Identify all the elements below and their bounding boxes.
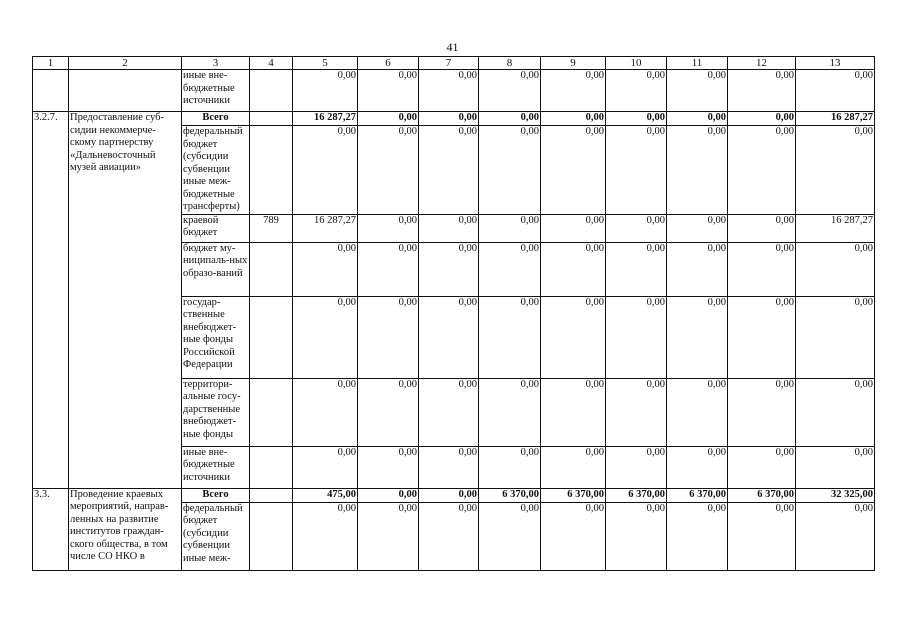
amount-cell: 0,00 bbox=[479, 112, 541, 126]
amount-cell: 0,00 bbox=[667, 296, 728, 378]
funding-source: иные вне-бюджетные источники bbox=[182, 446, 250, 488]
amount-cell: 32 325,00 bbox=[796, 488, 875, 502]
funding-source: территори-альные госу-дарственные внебюджет-ные фонды bbox=[182, 378, 250, 446]
column-header-5: 5 bbox=[293, 57, 358, 70]
amount-cell: 0,00 bbox=[728, 242, 796, 296]
amount-cell: 0,00 bbox=[541, 502, 606, 570]
amount-cell: 0,00 bbox=[293, 446, 358, 488]
amount-cell: 0,00 bbox=[541, 70, 606, 112]
column-header-9: 9 bbox=[541, 57, 606, 70]
amount-cell: 0,00 bbox=[419, 502, 479, 570]
amount-cell: 0,00 bbox=[728, 214, 796, 242]
funding-source: Всего bbox=[182, 112, 250, 126]
column-header-row bbox=[33, 57, 875, 70]
event-name: Проведение краевых мероприятий, направ-ленных на развитие институтов граждан-ского общества, в том числе СО НКО в bbox=[69, 488, 182, 570]
amount-cell: 475,00 bbox=[293, 488, 358, 502]
amount-cell: 0,00 bbox=[667, 126, 728, 215]
amount-cell: 0,00 bbox=[796, 446, 875, 488]
amount-cell: 0,00 bbox=[606, 242, 667, 296]
amount-cell: 0,00 bbox=[293, 296, 358, 378]
amount-cell: 0,00 bbox=[796, 126, 875, 215]
amount-cell: 0,00 bbox=[358, 378, 419, 446]
amount-cell: 0,00 bbox=[358, 70, 419, 112]
amount-cell: 0,00 bbox=[541, 214, 606, 242]
funding-source: государ-ственные внебюджет-ные фонды Российской Федерации bbox=[182, 296, 250, 378]
amount-cell: 0,00 bbox=[419, 378, 479, 446]
amount-cell: 0,00 bbox=[358, 214, 419, 242]
amount-cell: 0,00 bbox=[606, 70, 667, 112]
column-header-7: 7 bbox=[419, 57, 479, 70]
column-header-4: 4 bbox=[250, 57, 293, 70]
amount-cell: 0,00 bbox=[479, 502, 541, 570]
table-row bbox=[33, 70, 875, 112]
amount-cell: 0,00 bbox=[606, 296, 667, 378]
event-name: Предоставление суб-сидии некоммерче-скому партнерству «Дальневосточный музей авиации» bbox=[69, 112, 182, 489]
amount-cell: 0,00 bbox=[419, 242, 479, 296]
amount-cell: 0,00 bbox=[606, 446, 667, 488]
amount-cell: 0,00 bbox=[541, 296, 606, 378]
amount-cell: 16 287,27 bbox=[796, 112, 875, 126]
amount-cell: 0,00 bbox=[293, 126, 358, 215]
amount-cell: 0,00 bbox=[293, 70, 358, 112]
amount-cell: 0,00 bbox=[419, 214, 479, 242]
amount-cell: 16 287,27 bbox=[293, 112, 358, 126]
amount-cell: 0,00 bbox=[479, 126, 541, 215]
amount-cell: 0,00 bbox=[419, 488, 479, 502]
amount-cell: 0,00 bbox=[667, 242, 728, 296]
event-name bbox=[69, 70, 182, 112]
amount-cell: 0,00 bbox=[606, 214, 667, 242]
amount-cell: 0,00 bbox=[479, 378, 541, 446]
amount-cell: 0,00 bbox=[796, 70, 875, 112]
budget-code bbox=[250, 70, 293, 112]
amount-cell: 0,00 bbox=[606, 502, 667, 570]
amount-cell: 0,00 bbox=[728, 446, 796, 488]
column-header-1: 1 bbox=[33, 57, 69, 70]
amount-cell: 6 370,00 bbox=[479, 488, 541, 502]
amount-cell: 0,00 bbox=[796, 242, 875, 296]
amount-cell: 0,00 bbox=[667, 446, 728, 488]
amount-cell: 0,00 bbox=[419, 296, 479, 378]
amount-cell: 0,00 bbox=[419, 446, 479, 488]
amount-cell: 0,00 bbox=[728, 112, 796, 126]
table-row bbox=[33, 112, 875, 126]
amount-cell: 0,00 bbox=[796, 378, 875, 446]
amount-cell: 0,00 bbox=[606, 112, 667, 126]
budget-code bbox=[250, 378, 293, 446]
funding-source: федеральный бюджет (субсидии субвенции иные меж- bbox=[182, 502, 250, 570]
amount-cell: 0,00 bbox=[293, 378, 358, 446]
budget-code bbox=[250, 488, 293, 502]
budget-code bbox=[250, 126, 293, 215]
amount-cell: 0,00 bbox=[479, 296, 541, 378]
amount-cell: 0,00 bbox=[728, 378, 796, 446]
amount-cell: 0,00 bbox=[796, 502, 875, 570]
funding-source: федеральный бюджет (субсидии субвенции иные меж-бюджетные трансферты) bbox=[182, 126, 250, 215]
amount-cell: 0,00 bbox=[358, 502, 419, 570]
amount-cell: 0,00 bbox=[728, 502, 796, 570]
budget-code: 789 bbox=[250, 214, 293, 242]
row-number: 3.2.7. bbox=[33, 112, 69, 489]
column-header-3: 3 bbox=[182, 57, 250, 70]
budget-table bbox=[32, 56, 875, 571]
amount-cell: 0,00 bbox=[606, 126, 667, 215]
amount-cell: 0,00 bbox=[358, 112, 419, 126]
amount-cell: 0,00 bbox=[479, 70, 541, 112]
amount-cell: 0,00 bbox=[541, 126, 606, 215]
funding-source: Всего bbox=[182, 488, 250, 502]
row-number bbox=[33, 70, 69, 112]
amount-cell: 0,00 bbox=[667, 112, 728, 126]
amount-cell: 0,00 bbox=[419, 70, 479, 112]
amount-cell: 0,00 bbox=[541, 446, 606, 488]
amount-cell: 0,00 bbox=[293, 242, 358, 296]
amount-cell: 16 287,27 bbox=[796, 214, 875, 242]
table-row bbox=[33, 488, 875, 502]
amount-cell: 16 287,27 bbox=[293, 214, 358, 242]
amount-cell: 0,00 bbox=[728, 70, 796, 112]
budget-code bbox=[250, 446, 293, 488]
row-number: 3.3. bbox=[33, 488, 69, 570]
amount-cell: 0,00 bbox=[541, 112, 606, 126]
amount-cell: 0,00 bbox=[541, 242, 606, 296]
amount-cell: 0,00 bbox=[293, 502, 358, 570]
amount-cell: 0,00 bbox=[728, 126, 796, 215]
amount-cell: 6 370,00 bbox=[728, 488, 796, 502]
amount-cell: 6 370,00 bbox=[606, 488, 667, 502]
amount-cell: 0,00 bbox=[358, 296, 419, 378]
amount-cell: 0,00 bbox=[728, 296, 796, 378]
amount-cell: 0,00 bbox=[667, 502, 728, 570]
amount-cell: 0,00 bbox=[358, 126, 419, 215]
amount-cell: 0,00 bbox=[667, 70, 728, 112]
amount-cell: 0,00 bbox=[606, 378, 667, 446]
amount-cell: 0,00 bbox=[479, 242, 541, 296]
page-number: 41 bbox=[446, 40, 459, 54]
column-header-10: 10 bbox=[606, 57, 667, 70]
amount-cell: 0,00 bbox=[358, 488, 419, 502]
amount-cell: 6 370,00 bbox=[667, 488, 728, 502]
budget-code bbox=[250, 296, 293, 378]
amount-cell: 0,00 bbox=[479, 214, 541, 242]
amount-cell: 0,00 bbox=[667, 214, 728, 242]
column-header-6: 6 bbox=[358, 57, 419, 70]
column-header-11: 11 bbox=[667, 57, 728, 70]
budget-code bbox=[250, 242, 293, 296]
budget-code bbox=[250, 502, 293, 570]
column-header-2: 2 bbox=[69, 57, 182, 70]
funding-source: краевой бюджет bbox=[182, 214, 250, 242]
amount-cell: 0,00 bbox=[667, 378, 728, 446]
column-header-13: 13 bbox=[796, 57, 875, 70]
amount-cell: 0,00 bbox=[419, 126, 479, 215]
funding-source: бюджет му-ниципаль-ных образо-ваний bbox=[182, 242, 250, 296]
amount-cell: 0,00 bbox=[796, 296, 875, 378]
amount-cell: 0,00 bbox=[479, 446, 541, 488]
amount-cell: 0,00 bbox=[358, 242, 419, 296]
amount-cell: 6 370,00 bbox=[541, 488, 606, 502]
column-header-12: 12 bbox=[728, 57, 796, 70]
column-header-8: 8 bbox=[479, 57, 541, 70]
funding-source: иные вне-бюджетные источники bbox=[182, 70, 250, 112]
amount-cell: 0,00 bbox=[419, 112, 479, 126]
amount-cell: 0,00 bbox=[541, 378, 606, 446]
amount-cell: 0,00 bbox=[358, 446, 419, 488]
budget-code bbox=[250, 112, 293, 126]
